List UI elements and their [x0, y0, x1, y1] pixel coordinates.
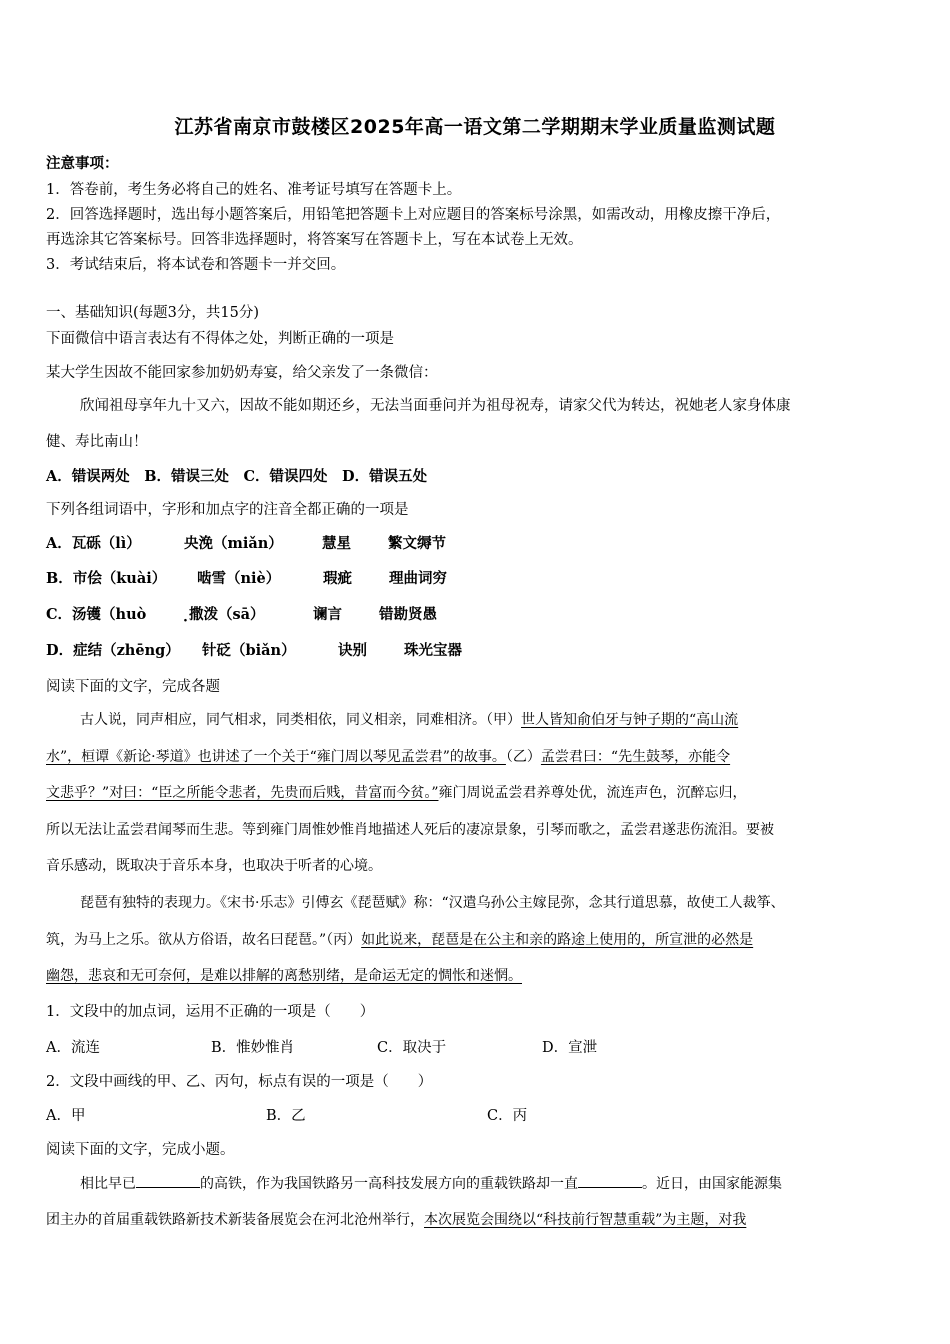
wechat-message-line2: 健、寿比南山！: [46, 434, 148, 450]
option-word: 慧星: [322, 535, 351, 552]
passage-line: 琵琶有独特的表现力。《宋书·乐志》引傅玄《琵琶赋》称：“汉遣乌孙公主嫁昆弥，念其行道思慕，故使工人裁筝、: [80, 895, 785, 911]
option-word: 啮雪（niè）: [197, 570, 281, 587]
option-c-row: [46, 603, 437, 624]
underlined-sentence-jia: 水”，桓谭《新论·琴道》也讲述了一个关于“雍门周以琴见孟尝君”的故事。: [46, 749, 506, 765]
underlined-sentence-yi: 孟尝君曰：“先生鼓琴，亦能令: [540, 749, 731, 765]
page-title: 江苏省南京市鼓楼区2025年高一语文第二学期期末学业质量监测试题: [174, 116, 776, 138]
passage-line: [46, 746, 730, 766]
passage-text: 团主办的首届重载铁路新技术新装备展览会在河北沧州举行，: [46, 1212, 424, 1228]
passage-line: [46, 965, 522, 985]
underlined-sentence-yi: 文悲乎？”对曰：“臣之所能令悲者，先贵而后贱，昔富而今贫。”: [46, 785, 439, 801]
notice-item-2b: 再选涂其它答案标号。回答非选择题时，将答案写在答题卡上，写在本试卷上无效。: [46, 232, 583, 248]
passage-text: （乙）: [505, 749, 541, 765]
notice-item-2a: 2．回答选择题时，选出每小题答案后，用铅笔把答题卡上对应题目的答案标号涂黑，如需改动，用橡皮擦干净后，: [46, 207, 781, 223]
option-c: C．丙: [487, 1108, 528, 1124]
option-word: 针砭（biǎn）: [202, 642, 296, 659]
question-stem: 1．文段中的加点词，运用不正确的一项是（ ）: [46, 1004, 375, 1020]
underlined-sentence: 本次展览会围绕以“科技前行智慧重载”为主题，对我: [424, 1212, 747, 1228]
option-b: B．惟妙惟肖: [211, 1040, 295, 1056]
passage-text: 的高铁，作为我国铁路另一高科技发展方向的重载铁路却一直: [200, 1176, 578, 1192]
option-word: 错勘贤愚: [379, 606, 437, 623]
reading-intro: 阅读下面的文字，完成小题。: [46, 1142, 235, 1158]
passage-line: [80, 1173, 782, 1193]
wechat-message-line1: 欣闻祖母享年九十又六，因故不能如期还乡，无法当面垂问并为祖母祝寿，请家父代为转达，祝她老人家身体康: [80, 398, 791, 414]
option-word: 央浼（miǎn）: [184, 535, 283, 552]
fill-in-blank: [136, 1175, 200, 1188]
option-a: A．甲: [46, 1108, 86, 1124]
option-word: 理曲词穷: [389, 570, 447, 587]
underlined-sentence-bing: 如此说来，琵琶是在公主和亲的路途上使用的，所宣泄的必然是: [361, 932, 754, 948]
passage-text: 雍门周说孟尝君养尊处优，流连声色，沉醉忘归，: [438, 785, 747, 801]
question-context: 某大学生因故不能回家参加奶奶寿宴，给父亲发了一条微信：: [46, 365, 438, 381]
option-word: 珠光宝器: [404, 642, 462, 659]
question-options: [46, 1104, 527, 1125]
passage-text: 古人说，同声相应，同气相求，同类相依，同义相亲，同难相济。（甲）: [80, 712, 521, 728]
question-options: A．错误两处 B．错误三处 C．错误四处 D．错误五处: [46, 468, 428, 485]
notice-heading: 注意事项：: [46, 155, 119, 172]
option-d-row: [46, 639, 462, 660]
option-word: 诀别: [338, 642, 367, 659]
passage-line: [46, 782, 746, 802]
option-a-row: [46, 532, 446, 553]
question-stem: 2．文段中画线的甲、乙、丙句，标点有误的一项是（ ）: [46, 1074, 433, 1090]
passage-line: 音乐感动，既取决于音乐本身，也取决于听者的心境。: [46, 858, 382, 874]
passage-text: 相比早已: [80, 1176, 136, 1192]
fill-in-blank: [578, 1175, 642, 1188]
option-a: A．流连: [46, 1040, 100, 1056]
section1-heading: 一、基础知识(每题3分，共15分): [46, 305, 259, 321]
passage-text: 。近日，由国家能源集: [642, 1176, 782, 1192]
question-options: [46, 1036, 597, 1057]
option-b: B．乙: [266, 1108, 306, 1124]
option-word: B．市侩（kuài）: [46, 570, 167, 587]
option-word: 繁文缛节: [388, 535, 446, 552]
question-stem: 下面微信中语言表达有不得体之处，判断正确的一项是: [46, 331, 394, 347]
underlined-sentence-bing: 幽怨，悲哀和无可奈何，是难以排解的离愁别绪，是命运无定的惆怅和迷惘。: [46, 968, 522, 984]
underlined-sentence-jia: 世人皆知俞伯牙与钟子期的“高山流: [521, 712, 739, 728]
passage-text: 筑，为马上之乐。欲从方俗语，故名曰琵琶。”（丙）: [46, 932, 362, 948]
question-stem: 下列各组词语中，字形和加点字的注音全都正确的一项是: [46, 502, 409, 518]
option-word: 瑕疵: [323, 570, 352, 587]
passage-line: [80, 709, 738, 729]
notice-item-1: 1．答卷前，考生务必将自己的姓名、准考证号填写在答题卡上。: [46, 182, 462, 198]
reading-intro: 阅读下面的文字，完成各题: [46, 679, 220, 695]
passage-line: [46, 929, 753, 949]
option-c: C．取决于: [377, 1040, 447, 1056]
passage-line: 所以无法让孟尝君闻琴而生悲。等到雍门周惟妙惟肖地描述人死后的凄凉景象，引琴而歌之，孟尝君遂悲伤流泪。要被: [46, 822, 774, 838]
option-word: 撒泼（sā） ·: [189, 603, 313, 624]
option-word: A．瓦砾（lì）: [46, 535, 141, 552]
option-d: D．宣泄: [542, 1040, 598, 1056]
notice-item-3: 3．考试结束后，将本试卷和答题卡一并交回。: [46, 257, 346, 273]
option-word: C．汤镬（huò: [46, 606, 147, 623]
option-word: D．症结（zhēng）: [46, 642, 180, 659]
option-b-row: [46, 567, 447, 588]
passage-line: [46, 1209, 746, 1229]
option-word: 谰言: [313, 606, 342, 623]
